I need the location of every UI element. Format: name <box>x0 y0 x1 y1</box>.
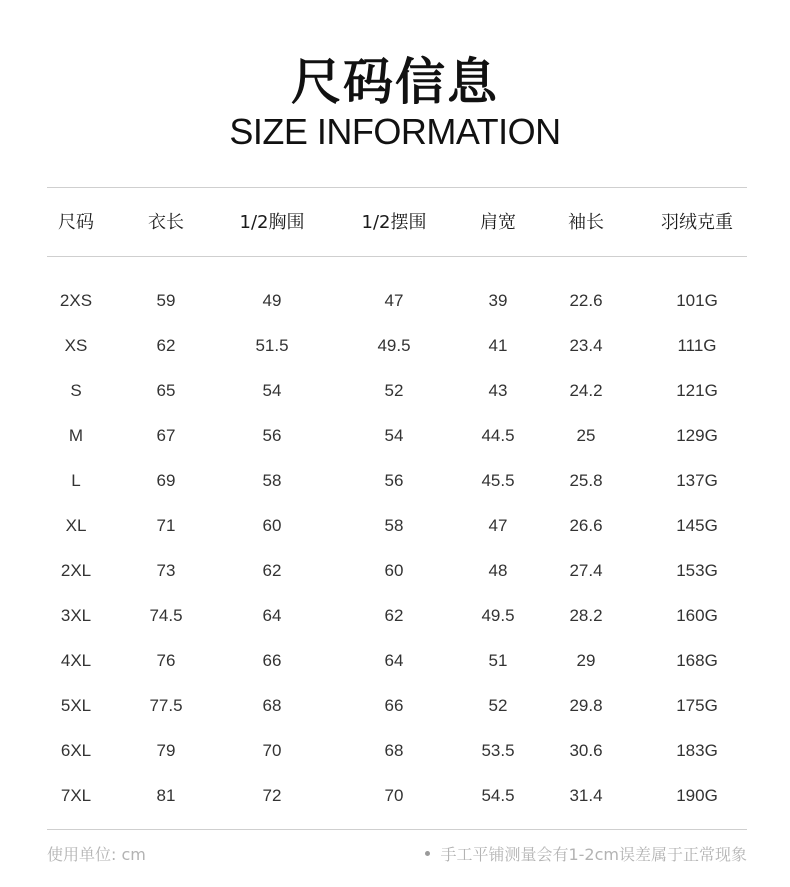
cell-down-weight: 111G <box>677 336 717 355</box>
cell-down-weight: 160G <box>676 606 718 625</box>
cell-half-hem: 54 <box>384 426 404 445</box>
cell-length: 65 <box>156 381 176 400</box>
bullet-icon <box>425 851 430 856</box>
header-size: 尺码 <box>58 212 94 233</box>
cell-sleeve: 30.6 <box>569 741 603 760</box>
cell-shoulder: 44.5 <box>481 426 515 445</box>
table-header-row <box>0 188 790 256</box>
table-row <box>0 279 790 324</box>
header-down-weight: 羽绒克重 <box>661 212 733 233</box>
cell-half-chest: 70 <box>262 741 282 760</box>
cell-half-hem: 47 <box>384 291 404 310</box>
cell-shoulder: 48 <box>488 561 508 580</box>
table-row <box>0 549 790 594</box>
header-sleeve: 袖长 <box>568 212 604 233</box>
cell-down-weight: 101G <box>676 291 718 310</box>
table-row <box>0 459 790 504</box>
cell-half-chest: 68 <box>262 696 282 715</box>
cell-half-hem: 58 <box>384 516 404 535</box>
cell-half-chest: 56 <box>262 426 282 445</box>
cell-size: S <box>70 381 82 400</box>
header-length: 衣长 <box>148 212 184 233</box>
cell-half-chest: 66 <box>262 651 282 670</box>
cell-size: 6XL <box>60 741 92 760</box>
unit-note: 使用单位: cm <box>47 845 146 864</box>
divider-header <box>47 256 747 257</box>
header-half-hem: 1/2摆围 <box>361 212 427 233</box>
divider-bottom <box>47 829 747 830</box>
table-row <box>0 729 790 774</box>
cell-sleeve: 25 <box>576 426 596 445</box>
measurement-note-text: 手工平铺测量会有1-2cm误差属于正常现象 <box>440 845 747 864</box>
cell-down-weight: 175G <box>676 696 718 715</box>
cell-half-hem: 60 <box>384 561 404 580</box>
table-row <box>0 369 790 414</box>
cell-length: 62 <box>156 336 176 355</box>
cell-sleeve: 24.2 <box>569 381 603 400</box>
cell-down-weight: 129G <box>676 426 718 445</box>
cell-shoulder: 54.5 <box>481 786 515 805</box>
cell-shoulder: 41 <box>488 336 508 355</box>
cell-down-weight: 137G <box>676 471 718 490</box>
cell-half-hem: 64 <box>384 651 404 670</box>
cell-shoulder: 43 <box>488 381 508 400</box>
cell-length: 81 <box>156 786 176 805</box>
cell-size: 7XL <box>60 786 92 805</box>
cell-size: 3XL <box>60 606 92 625</box>
cell-half-chest: 58 <box>262 471 282 490</box>
cell-half-hem: 49.5 <box>377 336 411 355</box>
cell-down-weight: 183G <box>676 741 718 760</box>
page-title-cn: 尺码信息 <box>291 53 499 111</box>
table-row <box>0 504 790 549</box>
cell-half-hem: 52 <box>384 381 404 400</box>
cell-length: 77.5 <box>149 696 183 715</box>
cell-sleeve: 29 <box>576 651 596 670</box>
cell-shoulder: 47 <box>488 516 508 535</box>
cell-shoulder: 39 <box>488 291 508 310</box>
cell-shoulder: 52 <box>488 696 508 715</box>
cell-half-chest: 60 <box>262 516 282 535</box>
cell-sleeve: 22.6 <box>569 291 603 310</box>
cell-size: 2XL <box>60 561 92 580</box>
cell-half-chest: 64 <box>262 606 282 625</box>
header-half-chest: 1/2胸围 <box>239 212 305 233</box>
table-row <box>0 594 790 639</box>
cell-length: 74.5 <box>149 606 183 625</box>
cell-half-hem: 56 <box>384 471 404 490</box>
cell-down-weight: 145G <box>676 516 718 535</box>
table-row <box>0 684 790 729</box>
cell-shoulder: 45.5 <box>481 471 515 490</box>
cell-length: 67 <box>156 426 176 445</box>
cell-size: 4XL <box>60 651 92 670</box>
cell-half-hem: 68 <box>384 741 404 760</box>
cell-sleeve: 28.2 <box>569 606 603 625</box>
cell-down-weight: 153G <box>676 561 718 580</box>
cell-sleeve: 26.6 <box>569 516 603 535</box>
cell-half-chest: 62 <box>262 561 282 580</box>
cell-length: 76 <box>156 651 176 670</box>
cell-half-hem: 70 <box>384 786 404 805</box>
cell-length: 69 <box>156 471 176 490</box>
cell-length: 71 <box>156 516 176 535</box>
cell-half-chest: 72 <box>262 786 282 805</box>
cell-shoulder: 49.5 <box>481 606 515 625</box>
cell-half-hem: 62 <box>384 606 404 625</box>
cell-length: 73 <box>156 561 176 580</box>
cell-size: XS <box>64 336 88 355</box>
cell-size: L <box>71 471 81 490</box>
cell-half-chest: 49 <box>262 291 282 310</box>
cell-shoulder: 51 <box>488 651 508 670</box>
cell-down-weight: 121G <box>676 381 718 400</box>
cell-length: 79 <box>156 741 176 760</box>
table-row <box>0 774 790 819</box>
cell-sleeve: 29.8 <box>569 696 603 715</box>
measurement-note <box>425 845 747 865</box>
cell-sleeve: 23.4 <box>569 336 603 355</box>
cell-size: M <box>68 426 84 445</box>
cell-down-weight: 190G <box>676 786 718 805</box>
cell-size: XL <box>65 516 87 535</box>
cell-shoulder: 53.5 <box>481 741 515 760</box>
cell-length: 59 <box>156 291 176 310</box>
table-row <box>0 324 790 369</box>
cell-down-weight: 168G <box>676 651 718 670</box>
cell-size: 2XS <box>59 291 93 310</box>
cell-half-chest: 51.5 <box>255 336 289 355</box>
page-title-en: SIZE INFORMATION <box>229 111 561 152</box>
cell-sleeve: 31.4 <box>569 786 603 805</box>
cell-half-chest: 54 <box>262 381 282 400</box>
table-row <box>0 639 790 684</box>
cell-sleeve: 25.8 <box>569 471 603 490</box>
cell-size: 5XL <box>60 696 92 715</box>
header-shoulder: 肩宽 <box>480 212 516 233</box>
table-row <box>0 414 790 459</box>
cell-sleeve: 27.4 <box>569 561 603 580</box>
cell-half-hem: 66 <box>384 696 404 715</box>
